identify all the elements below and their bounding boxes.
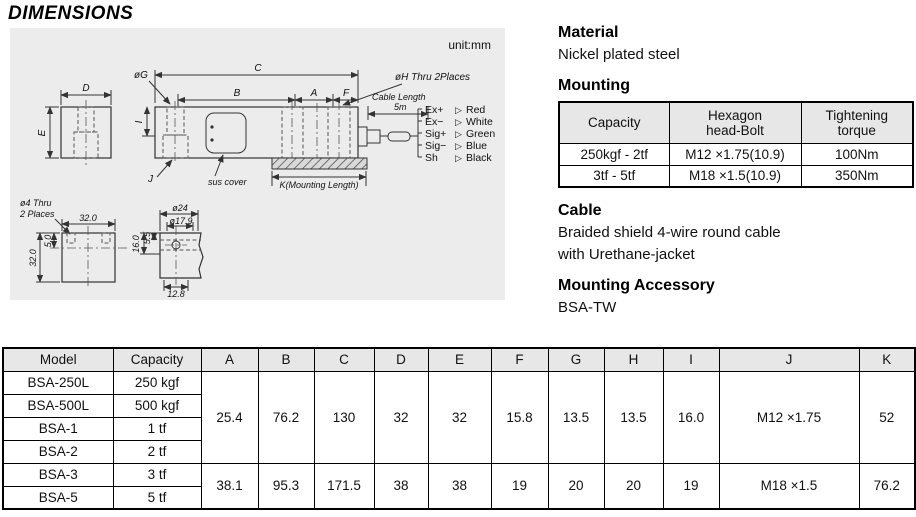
bolt-spec: M18 ×1.5(10.9) <box>669 165 801 187</box>
dim-a-cell: 25.4 <box>201 371 258 463</box>
dim-i-cell: 16.0 <box>663 371 719 463</box>
phi-h-label: øH Thru 2Places <box>395 72 471 83</box>
end-view <box>37 83 111 165</box>
dim-c-label: C <box>254 63 262 74</box>
dim-j-cell: M18 ×1.5 <box>719 463 859 509</box>
wire-signal-label: Ex+ <box>425 104 444 116</box>
detail-view-boss <box>131 203 203 299</box>
mounting-section <box>558 77 912 188</box>
phi-g-label: øG <box>134 70 148 81</box>
cable-description-line1: Braided shield 4-wire round cable <box>558 224 781 241</box>
dimension-table-header-row <box>3 348 915 371</box>
mounting-table-header-row <box>559 102 913 143</box>
capacity-cell: 250 kgf <box>113 371 201 394</box>
unit-label: unit:mm <box>448 38 491 52</box>
cable-description-line2: with Urethane-jacket <box>558 246 695 263</box>
dim-c-cell: 130 <box>314 371 374 463</box>
cable-connector <box>358 127 416 146</box>
col-j: J <box>719 348 859 371</box>
dim-g-cell: 20 <box>548 463 604 509</box>
table-row <box>559 165 913 187</box>
cable-length-value: 5m <box>394 102 407 112</box>
wire-triangle-icon: ▷ <box>455 154 462 164</box>
mounting-col-capacity: Capacity <box>559 102 669 143</box>
dim-f-label: F <box>342 88 350 99</box>
mounting-heading: Mounting <box>558 77 630 94</box>
capacity-range: 3tf - 5tf <box>559 165 669 187</box>
table-row <box>559 143 913 165</box>
col-capacity: Capacity <box>113 348 201 371</box>
dimension-drawing-panel <box>10 28 505 300</box>
dim-g-cell: 13.5 <box>548 371 604 463</box>
dim-e-cell: 32 <box>428 371 491 463</box>
dim-12-8-label: 12.8 <box>167 289 185 299</box>
model-cell: BSA-2 <box>3 440 113 463</box>
wire-signal-label: Sh <box>425 152 438 164</box>
capacity-range: 250kgf - 2tf <box>559 143 669 165</box>
phi24-label: ø24 <box>172 203 188 213</box>
model-cell: BSA-5 <box>3 486 113 509</box>
cable-heading: Cable <box>558 202 602 219</box>
capacity-cell: 3 tf <box>113 463 201 486</box>
wire-color-label: Blue <box>466 140 488 152</box>
table-row <box>3 371 915 394</box>
col-h: H <box>604 348 663 371</box>
col-e: E <box>428 348 491 371</box>
mounting-surface-hatch <box>272 158 367 169</box>
wire-color-label: Red <box>466 104 486 116</box>
square-width-label: 32.0 <box>79 213 97 223</box>
col-c: C <box>314 348 374 371</box>
material-value: Nickel plated steel <box>558 46 680 63</box>
dim-b-label: B <box>233 88 241 99</box>
col-model: Model <box>3 348 113 371</box>
dim-i-cell: 19 <box>663 463 719 509</box>
cable-length-label: Cable Length <box>372 92 426 102</box>
wire-triangle-icon: ▷ <box>455 106 462 116</box>
bolt-spec: M12 ×1.75(10.9) <box>669 143 801 165</box>
dim-b-cell: 76.2 <box>258 371 314 463</box>
accessory-section <box>558 277 912 318</box>
col-b: B <box>258 348 314 371</box>
dim-i-label: I <box>134 120 145 124</box>
model-cell: BSA-3 <box>3 463 113 486</box>
mounting-col-torque: Tightening torque <box>801 102 913 143</box>
wire-color-label: Black <box>466 152 492 164</box>
dim-f-cell: 15.8 <box>491 371 548 463</box>
wire-triangle-icon: ▷ <box>455 130 462 140</box>
detail-view-holes <box>19 198 127 289</box>
dim-k-cell: 52 <box>859 371 915 463</box>
dim-a-cell: 38.1 <box>201 463 258 509</box>
dim-h-cell: 20 <box>604 463 663 509</box>
wire-legend <box>416 104 495 164</box>
model-cell: BSA-250L <box>3 371 113 394</box>
sus-cover-label: sus cover <box>208 177 247 187</box>
mounting-length-label: K(Mounting Length) <box>279 180 359 190</box>
dim-16-label: 16.0 <box>131 235 141 253</box>
col-k: K <box>859 348 915 371</box>
cable-section <box>558 202 912 265</box>
dim-d-cell: 38 <box>374 463 428 509</box>
table-row <box>3 463 915 486</box>
capacity-cell: 5 tf <box>113 486 201 509</box>
square-height-label: 32.0 <box>28 249 38 267</box>
dim-f-cell: 19 <box>491 463 548 509</box>
wire-signal-label: Sig+ <box>425 128 447 140</box>
col-f: F <box>491 348 548 371</box>
page-title: DIMENSIONS <box>8 3 134 24</box>
wire-signal-label: Ex− <box>425 116 444 128</box>
dimension-table <box>2 347 916 510</box>
col-i: I <box>663 348 719 371</box>
capacity-cell: 2 tf <box>113 440 201 463</box>
accessory-value: BSA-TW <box>558 299 617 316</box>
dim-d-cell: 32 <box>374 371 428 463</box>
wire-triangle-icon: ▷ <box>455 142 462 152</box>
phi179-label: ø17.9 <box>169 216 193 226</box>
phi4-label-line1: ø4 Thru <box>20 198 52 208</box>
dim-h-cell: 13.5 <box>604 371 663 463</box>
dim-j-label: J <box>148 174 153 185</box>
dim-k-cell: 76.2 <box>859 463 915 509</box>
torque-value: 100Nm <box>801 143 913 165</box>
dim-e-label: E <box>37 129 48 137</box>
phi4-label-line2: 2 Places <box>20 209 55 219</box>
capacity-cell: 500 kgf <box>113 394 201 417</box>
dim-j-cell: M12 ×1.75 <box>719 371 859 463</box>
wire-color-label: White <box>466 116 493 128</box>
dim-b-cell: 95.3 <box>258 463 314 509</box>
col-a: A <box>201 348 258 371</box>
hole-offset-label: 5.0 <box>43 234 53 248</box>
wire-triangle-icon: ▷ <box>455 118 462 128</box>
dim-5-5-label: 5.5 <box>142 231 152 245</box>
mounting-table <box>558 101 914 188</box>
dim-a-label: A <box>310 88 318 99</box>
wire-signal-label: Sig− <box>425 140 447 152</box>
load-cell-drawing <box>10 28 505 300</box>
torque-value: 350Nm <box>801 165 913 187</box>
wire-color-label: Green <box>466 128 496 140</box>
side-view <box>134 63 470 190</box>
accessory-heading: Mounting Accessory <box>558 277 715 294</box>
material-heading: Material <box>558 24 619 41</box>
spec-column <box>558 24 912 330</box>
material-section <box>558 24 912 65</box>
col-d: D <box>374 348 428 371</box>
model-cell: BSA-500L <box>3 394 113 417</box>
dim-d-label: D <box>82 83 90 94</box>
dim-e-cell: 38 <box>428 463 491 509</box>
capacity-cell: 1 tf <box>113 417 201 440</box>
col-g: G <box>548 348 604 371</box>
mounting-col-bolt: Hexagon head-Bolt <box>669 102 801 143</box>
model-cell: BSA-1 <box>3 417 113 440</box>
dim-c-cell: 171.5 <box>314 463 374 509</box>
